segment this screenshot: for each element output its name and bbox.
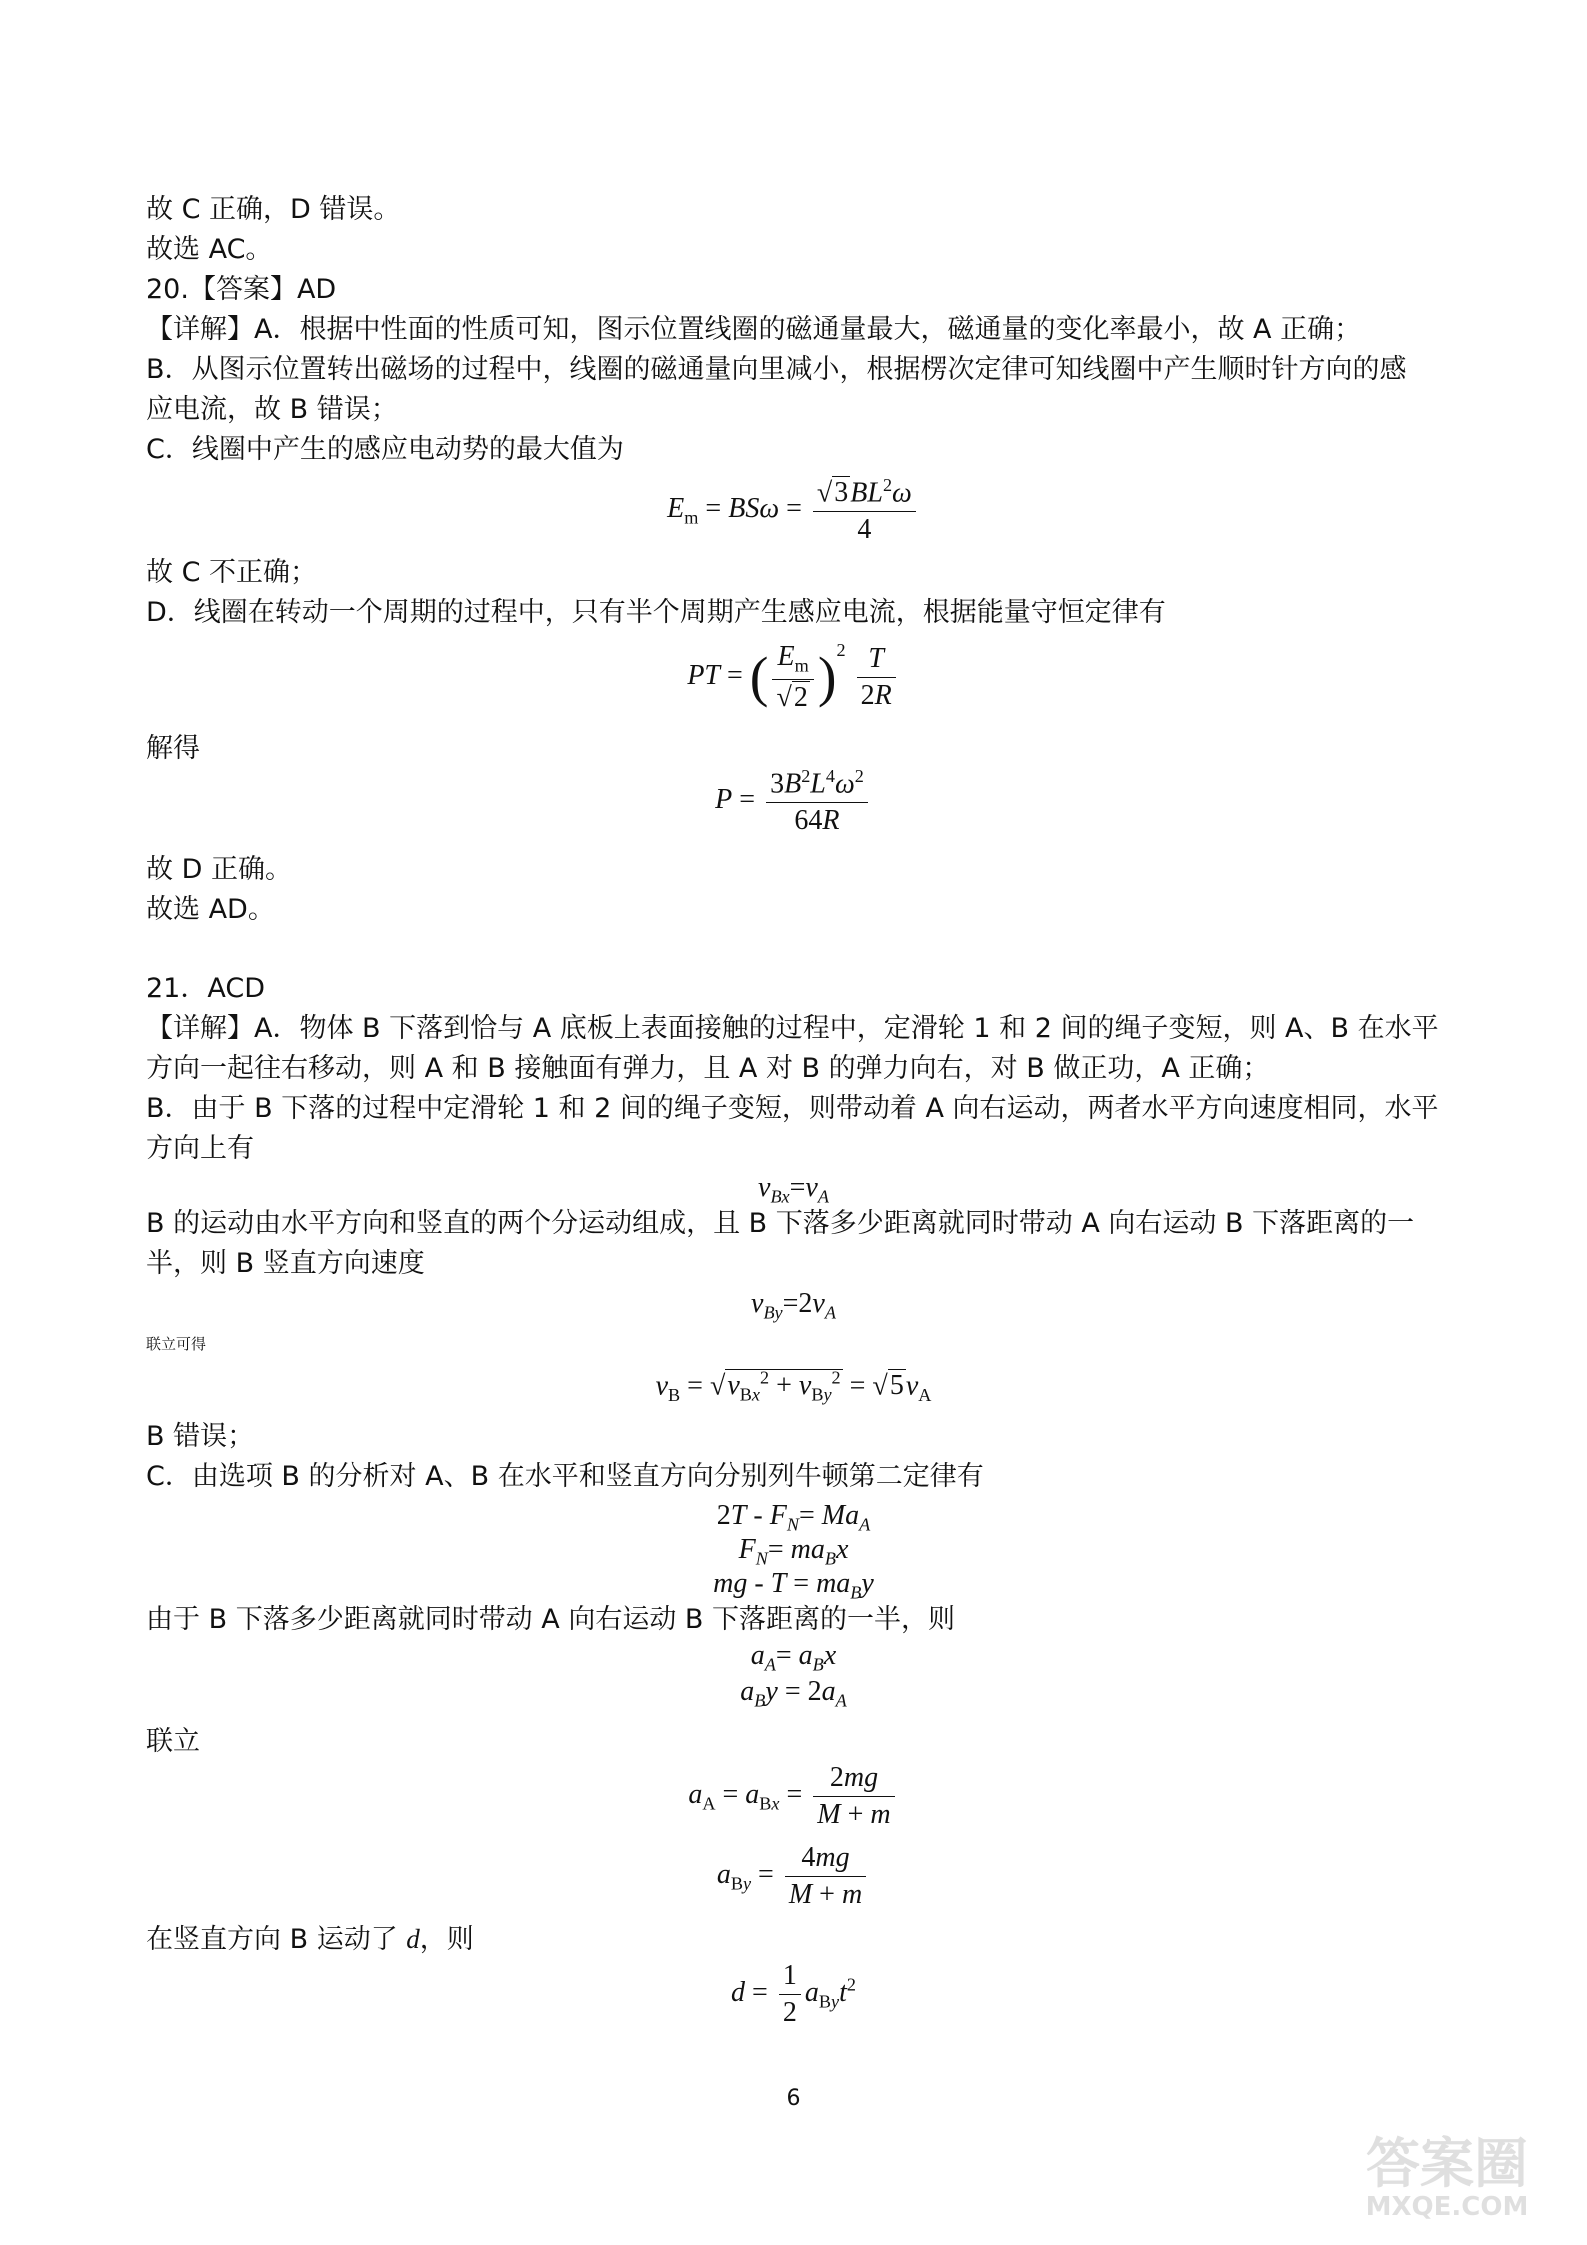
- text-line: 【详解】A．物体 B 下落到恰与 A 底板上表面接触的过程中，定滑轮 1 和 2 间的绳子变短，则 A、B 在水平: [146, 1013, 1439, 1044]
- equation-energy: PT = ( $\frac{E_m}{√2}$ )$^2$ $\frac{T}{2R}$: [0, 640, 1587, 714]
- equation-newton-2: $F_N= ma_Bx$: [738, 1534, 849, 1569]
- text-line: 在竖直方向 B 运动了 d，则: [146, 1924, 474, 1955]
- text-line: 故 D 正确。: [146, 854, 292, 885]
- text-line: 故 C 正确，D 错误。: [146, 194, 401, 225]
- text-line: C．线圈中产生的感应电动势的最大值为: [146, 434, 624, 465]
- text-line: 由于 B 下落多少距离就同时带动 A 向右运动 B 下落距离的一半，则: [146, 1604, 956, 1635]
- text-line: 方向一起往右移动，则 A 和 B 接触面有弹力，且 A 对 B 的弹力向右，对 B 做正功，A 正确；: [146, 1053, 1270, 1084]
- text-line: 解得: [146, 733, 200, 764]
- equation-aby: $a_{By}$ = $\frac{4mg}{M + m}$: [0, 1842, 1587, 1911]
- watermark-logo: 答案圈 MXQE.COM: [1365, 2132, 1529, 2222]
- equation-power: P = $\frac{3B^2L^4\omega^2}{64R}$: [0, 766, 1587, 837]
- text-line: B 错误；: [146, 1421, 255, 1452]
- equation-vb: $v_B = √v_{Bx}^2 + v_{By}^2 = √5v_A$: [655, 1368, 932, 1405]
- text-line: 故选 AD。: [146, 894, 275, 925]
- text-line: B．从图示位置转出磁场的过程中，线圈的磁通量向里减小，根据楞次定律可知线圈中产生顺时针方向的感: [146, 354, 1407, 385]
- text-line: 联立: [146, 1726, 200, 1757]
- equation-aa: $a_A = a_{Bx}$ = $\frac{2mg}{M + m}$: [0, 1762, 1587, 1831]
- text-line: 方向上有: [146, 1133, 254, 1164]
- equation-emf-max: $E_m = BS\omega$ = $\frac{√3BL^2\omega}{4}$: [0, 475, 1587, 546]
- text-line: 半，则 B 竖直方向速度: [146, 1248, 425, 1279]
- text-line: 故选 AC。: [146, 234, 273, 265]
- text-line: D．线圈在转动一个周期的过程中，只有半个周期产生感应电流，根据能量守恒定律有: [146, 597, 1166, 628]
- question-21-answer: 21．ACD: [146, 973, 265, 1004]
- equation-newton-3: mg - $T = ma_By$: [713, 1568, 874, 1603]
- equation-vby: $v_{By}=2v_A$: [751, 1288, 836, 1323]
- text-line: 故 C 不正确；: [146, 557, 318, 588]
- text-line: 应电流，故 B 错误；: [146, 394, 398, 425]
- text-line: B 的运动由水平方向和竖直的两个分运动组成，且 B 下落多少距离就同时带动 A 向右运动 B 下落距离的一: [146, 1208, 1415, 1239]
- equation-accel-2: $a_By = 2a_A$: [740, 1676, 847, 1711]
- page-number: 6: [786, 2086, 801, 2111]
- text-line: C．由选项 B 的分析对 A、B 在水平和竖直方向分别列牛顿第二定律有: [146, 1461, 984, 1492]
- equation-newton-1: $2T - F_N= Ma_A$: [716, 1500, 871, 1535]
- text-line: B．由于 B 下落的过程中定滑轮 1 和 2 间的绳子变短，则带动着 A 向右运动，两者水平方向速度相同，水平: [146, 1093, 1439, 1124]
- equation-distance: d = $\frac{1}{2}$ $a_{By}t^2$: [731, 1960, 856, 2028]
- equation-accel-1: $a_A= a_Bx$: [750, 1640, 837, 1675]
- equation-vbx: $v_{Bx}=v_A$: [758, 1172, 829, 1207]
- question-20-answer: 20.【答案】AD: [146, 274, 337, 305]
- text-line: 联立可得: [146, 1335, 207, 1353]
- text-line: 【详解】A．根据中性面的性质可知，图示位置线圈的磁通量最大，磁通量的变化率最小，故 A 正确；: [146, 314, 1362, 345]
